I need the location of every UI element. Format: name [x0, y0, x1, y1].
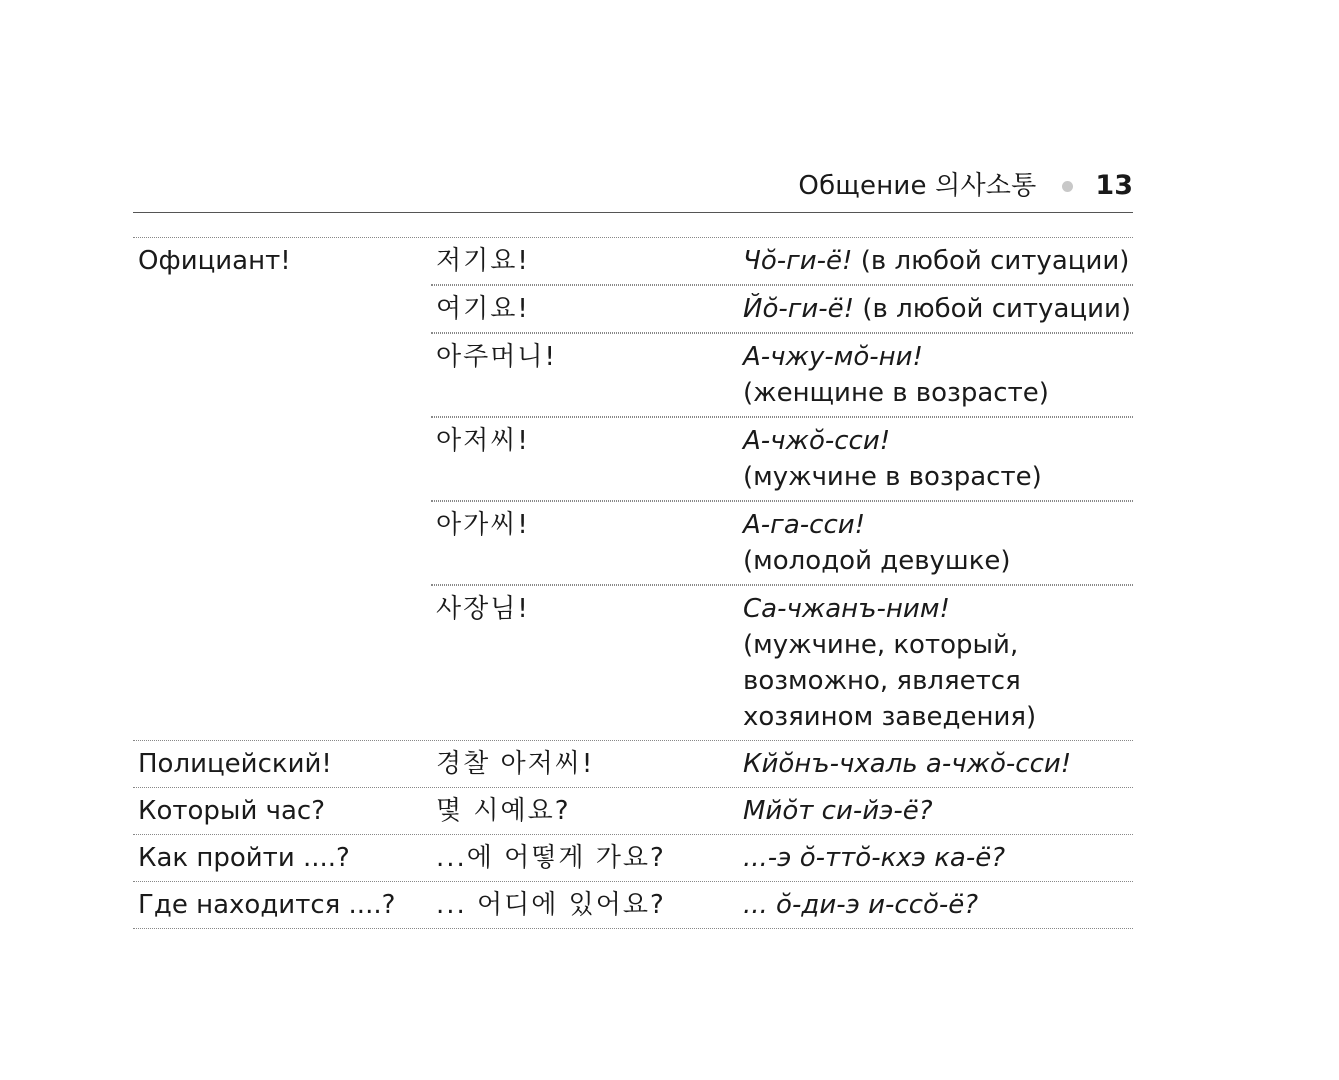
table-row — [431, 501, 1133, 585]
section-title: Общение 의사소통 — [798, 171, 1037, 201]
page-header — [133, 166, 1133, 213]
korean-phrase: 사장님! — [436, 594, 530, 624]
transcription-text: А-чжŏ-сси! — [743, 426, 891, 456]
transcription — [737, 507, 1133, 579]
korean-phrase: 아주머니! — [436, 342, 557, 372]
korean-phrase: 아가씨! — [436, 510, 530, 540]
usage-note: (в любой ситуации) — [854, 294, 1132, 324]
transcription-text: Йŏ-ги-ё! — [743, 294, 855, 324]
table-row — [431, 417, 1133, 501]
table-row — [133, 788, 1133, 835]
korean-phrase: 아저씨! — [436, 426, 530, 456]
usage-note: (мужчине, который, возможно, является хозяином заведения) — [743, 630, 1037, 732]
transcription — [737, 423, 1133, 495]
transcription — [737, 243, 1133, 279]
transcription — [737, 591, 1133, 735]
table-row — [133, 741, 1133, 788]
transcription-text: А-га-сси! — [743, 510, 866, 540]
table-row — [431, 585, 1133, 740]
russian-phrase: Официант! — [138, 246, 291, 276]
transcription-text: Са-чжанъ-ним! — [743, 594, 950, 624]
table-row — [133, 882, 1133, 929]
transcription-text: А-чжу-мŏ-ни! — [743, 342, 923, 372]
transcription: Мйŏт си-йэ-ё? — [743, 796, 933, 826]
korean-phrase: 저기요! — [436, 246, 530, 276]
russian-phrase: Который час? — [138, 796, 326, 826]
transcription: Кйŏнъ-чхаль а-чжŏ-сси! — [743, 749, 1072, 779]
korean-phrase: 몇 시예요? — [436, 796, 571, 826]
page-number: 13 — [1095, 170, 1133, 201]
transcription — [737, 291, 1133, 327]
header-right — [798, 168, 1133, 204]
phrase-table — [133, 237, 1133, 929]
table-row — [431, 285, 1133, 333]
book-page — [133, 166, 1133, 929]
usage-note: (женщине в возрасте) — [743, 378, 1049, 408]
table-row — [133, 835, 1133, 882]
table-row — [431, 238, 1133, 285]
russian-phrase: Где находится ....? — [138, 890, 396, 920]
russian-phrase: Полицейский! — [138, 749, 332, 779]
transcription — [737, 339, 1133, 411]
transcription-text: Чŏ-ги-ё! — [743, 246, 853, 276]
phrase-group-waiter — [133, 238, 1133, 741]
usage-note: (молодой девушке) — [743, 546, 1011, 576]
korean-phrase: ... 어디에 있어요? — [436, 890, 666, 920]
korean-phrase: 여기요! — [436, 294, 530, 324]
transcription: ... ŏ-ди-э и-ссŏ-ё? — [743, 890, 979, 920]
korean-variants — [431, 238, 1133, 740]
bullet-dot-icon — [1062, 181, 1073, 192]
korean-phrase: 경찰 아저씨! — [436, 749, 595, 779]
table-row — [431, 333, 1133, 417]
russian-phrase: Как пройти ....? — [138, 843, 350, 873]
usage-note: (мужчине в возрасте) — [743, 462, 1042, 492]
korean-phrase: ...에 어떻게 가요? — [436, 843, 666, 873]
usage-note: (в любой ситуации) — [852, 246, 1130, 276]
transcription: ...-э ŏ-ттŏ-кхэ ка-ё? — [743, 843, 1006, 873]
